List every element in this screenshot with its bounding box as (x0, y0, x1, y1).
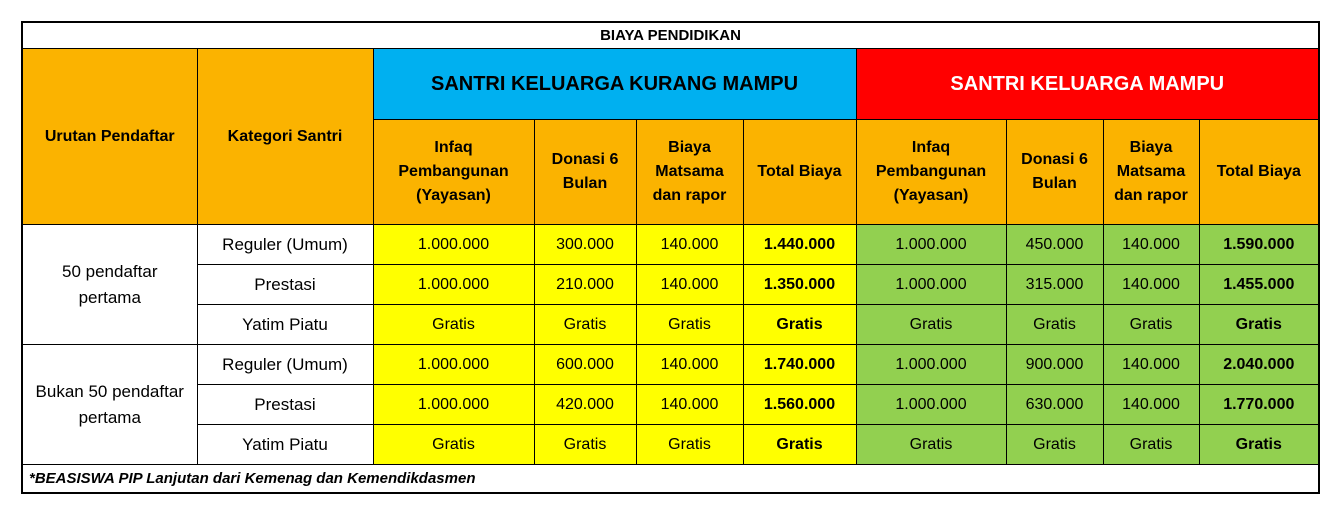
donasi-mampu-cell: 630.000 (1006, 385, 1103, 425)
infaq-mampu-cell: Gratis (856, 425, 1006, 465)
header-biaya-line1: Biaya (668, 139, 711, 156)
group-label-line2: pertama (78, 287, 141, 307)
biaya-mampu-cell: Gratis (1103, 305, 1199, 345)
infaq-kurang-cell: 1.000.000 (373, 265, 534, 305)
total-mampu-cell: 1.590.000 (1199, 225, 1319, 265)
header-biaya-line1: Biaya (1129, 139, 1173, 156)
header-infaq-line3: (Yayasan) (416, 187, 491, 204)
donasi-kurang-cell: Gratis (534, 305, 636, 345)
infaq-mampu-cell: 1.000.000 (856, 265, 1006, 305)
infaq-kurang-cell: 1.000.000 (373, 225, 534, 265)
biaya-mampu-cell: 140.000 (1103, 385, 1199, 425)
header-biaya-kurang (636, 120, 743, 225)
infaq-mampu-cell: 1.000.000 (856, 385, 1006, 425)
group-label-line1: 50 pendaftar (62, 261, 158, 281)
header-biaya-line3: dan rapor (1114, 187, 1188, 204)
group-label (22, 225, 197, 345)
group-header-row (22, 49, 1319, 120)
infaq-kurang-cell: 1.000.000 (373, 385, 534, 425)
biaya-kurang-cell: 140.000 (636, 345, 743, 385)
donasi-mampu-cell: Gratis (1006, 305, 1103, 345)
header-donasi-mampu (1006, 120, 1103, 225)
donasi-kurang-cell: Gratis (534, 425, 636, 465)
kategori-cell: Yatim Piatu (197, 425, 373, 465)
header-biaya-line3: dan rapor (652, 187, 727, 204)
table-row (22, 265, 1319, 305)
header-donasi-line1: Donasi 6 (551, 151, 619, 168)
kategori-cell: Prestasi (197, 265, 373, 305)
header-infaq-line2: Pembangunan (875, 163, 987, 180)
infaq-kurang-cell: Gratis (373, 425, 534, 465)
biaya-mampu-cell: 140.000 (1103, 345, 1199, 385)
donasi-mampu-cell: Gratis (1006, 425, 1103, 465)
donasi-mampu-cell: 315.000 (1006, 265, 1103, 305)
group-label-line2: pertama (78, 407, 141, 427)
total-mampu-cell: 1.770.000 (1199, 385, 1319, 425)
kategori-cell: Yatim Piatu (197, 305, 373, 345)
infaq-kurang-cell: 1.000.000 (373, 345, 534, 385)
biaya-kurang-cell: 140.000 (636, 265, 743, 305)
biaya-mampu-cell: Gratis (1103, 425, 1199, 465)
donasi-kurang-cell: 300.000 (534, 225, 636, 265)
biaya-kurang-cell: Gratis (636, 425, 743, 465)
header-mampu: SANTRI KELUARGA MAMPU (856, 49, 1319, 120)
kategori-cell: Reguler (Umum) (197, 345, 373, 385)
header-total-mampu: Total Biaya (1199, 120, 1319, 225)
biaya-mampu-cell: 140.000 (1103, 265, 1199, 305)
donasi-kurang-cell: 420.000 (534, 385, 636, 425)
header-kategori-santri: Kategori Santri (197, 49, 373, 225)
donasi-kurang-cell: 210.000 (534, 265, 636, 305)
total-mampu-cell: 1.455.000 (1199, 265, 1319, 305)
header-donasi-line1: Donasi 6 (1021, 151, 1088, 168)
header-donasi-kurang (534, 120, 636, 225)
biaya-kurang-cell: Gratis (636, 305, 743, 345)
table-row (22, 425, 1319, 465)
header-biaya-line2: Matsama (1116, 163, 1186, 180)
kategori-cell: Prestasi (197, 385, 373, 425)
total-kurang-cell: 1.740.000 (743, 345, 856, 385)
header-total-kurang: Total Biaya (743, 120, 856, 225)
header-donasi-line2: Bulan (1032, 175, 1077, 192)
header-infaq-line1: Infaq (911, 139, 951, 156)
fee-table (21, 21, 1320, 494)
donasi-kurang-cell: 600.000 (534, 345, 636, 385)
kategori-cell: Reguler (Umum) (197, 225, 373, 265)
infaq-mampu-cell: 1.000.000 (856, 225, 1006, 265)
total-kurang-cell: Gratis (743, 305, 856, 345)
footnote: *BEASISWA PIP Lanjutan dari Kemenag dan Kemendikdasmen (22, 465, 1319, 494)
header-infaq-line1: Infaq (434, 139, 473, 156)
total-mampu-cell: Gratis (1199, 305, 1319, 345)
header-kurang-mampu: SANTRI KELUARGA KURANG MAMPU (373, 49, 856, 120)
table-row (22, 305, 1319, 345)
total-mampu-cell: Gratis (1199, 425, 1319, 465)
header-biaya-mampu (1103, 120, 1199, 225)
donasi-mampu-cell: 450.000 (1006, 225, 1103, 265)
table-row (22, 225, 1319, 265)
total-kurang-cell: 1.440.000 (743, 225, 856, 265)
group-label (22, 345, 197, 465)
total-kurang-cell: Gratis (743, 425, 856, 465)
header-infaq-line2: Pembangunan (398, 163, 509, 180)
table-title: BIAYA PENDIDIKAN (22, 22, 1319, 49)
header-infaq-line3: (Yayasan) (893, 187, 969, 204)
header-infaq-mampu (856, 120, 1006, 225)
header-donasi-line2: Bulan (562, 175, 608, 192)
total-kurang-cell: 1.560.000 (743, 385, 856, 425)
donasi-mampu-cell: 900.000 (1006, 345, 1103, 385)
header-urutan-pendaftar: Urutan Pendaftar (22, 49, 197, 225)
group-label-line1: Bukan 50 pendaftar (35, 381, 184, 401)
header-infaq-kurang (373, 120, 534, 225)
title-row (22, 22, 1319, 49)
biaya-kurang-cell: 140.000 (636, 225, 743, 265)
total-mampu-cell: 2.040.000 (1199, 345, 1319, 385)
total-kurang-cell: 1.350.000 (743, 265, 856, 305)
table-row (22, 345, 1319, 385)
infaq-mampu-cell: Gratis (856, 305, 1006, 345)
infaq-kurang-cell: Gratis (373, 305, 534, 345)
note-row (22, 465, 1319, 494)
infaq-mampu-cell: 1.000.000 (856, 345, 1006, 385)
biaya-kurang-cell: 140.000 (636, 385, 743, 425)
header-biaya-line2: Matsama (655, 163, 724, 180)
table-row (22, 385, 1319, 425)
biaya-mampu-cell: 140.000 (1103, 225, 1199, 265)
